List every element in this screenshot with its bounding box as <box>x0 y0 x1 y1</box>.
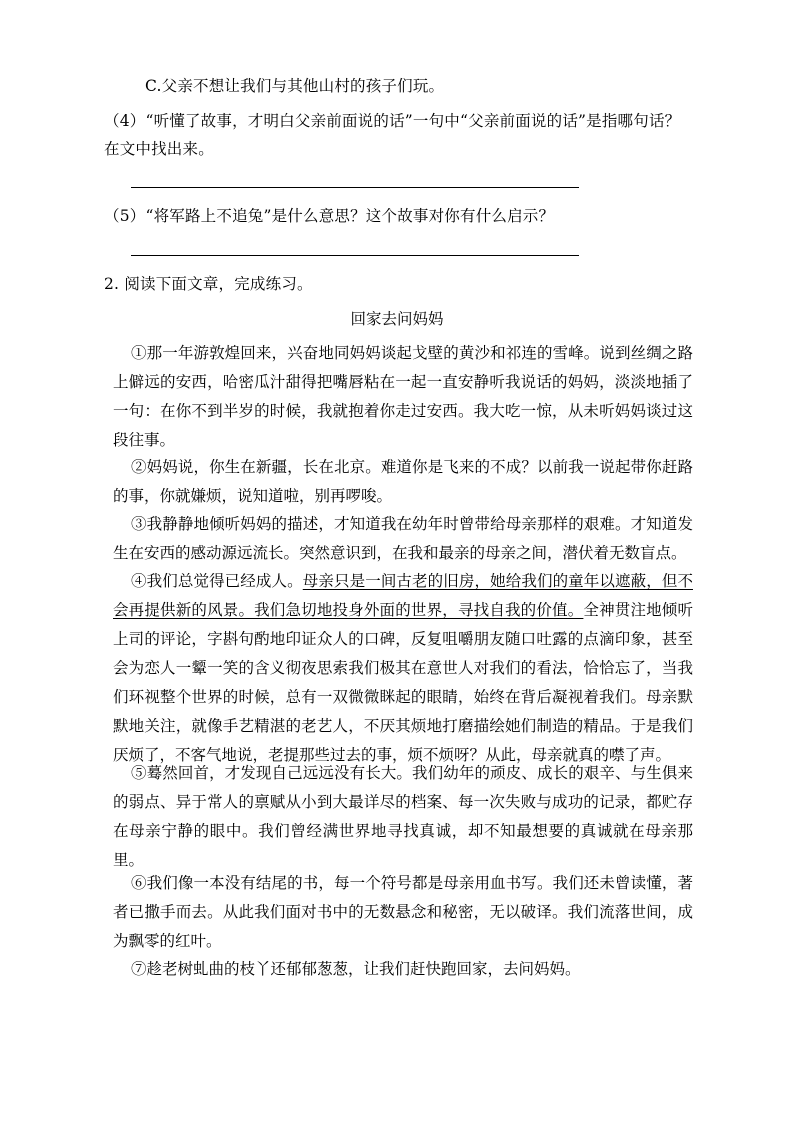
question-4-line-2: 在文中找出来。 <box>104 140 214 158</box>
paragraph-1 <box>113 339 693 455</box>
paragraph-3 <box>113 510 693 568</box>
paragraph-5-text: ⑤蓦然回首，才发现自己远远没有长大。我们幼年的顽皮、成长的艰辛、与生俱来的弱点、异于常人的禀赋从小到大最详尽的档案、每一次失败与成功的记录，都贮存在母亲宁静的眼中。我们曾经满世界地寻找真诚，却不知最想要的真诚就在母亲那里。 <box>113 764 693 869</box>
question-4-line-1: （4）“听懂了故事，才明白父亲前面说的话”一句中“父亲前面说的话”是指哪句话？ <box>104 112 681 130</box>
option-c: C.父亲不想让我们与其他山村的孩子们玩。 <box>145 77 445 95</box>
paragraph-2-text: ②妈妈说，你生在新疆，长在北京。难道你是飞来的不成？以前我一说起带你赶路的事，你就嫌烦，说知道啦，别再啰唆。 <box>113 458 693 505</box>
paragraph-4-underlined-sentence: 母亲只是一间古老的旧房，她给我们的童年以遮蔽，但不会再提供新的风景。我们急切地投身外面的世界，寻找自我的价值。 <box>113 572 693 619</box>
paragraph-2 <box>113 453 693 511</box>
paragraph-7 <box>113 955 693 984</box>
paragraph-7-text: ⑦趁老树虬曲的枝丫还郁郁葱葱，让我们赶快跑回家，去问妈妈。 <box>131 960 581 978</box>
paragraph-1-text: ①那一年游敦煌回来，兴奋地同妈妈谈起戈壁的黄沙和祁连的雪峰。说到丝绸之路上僻远的安西，哈密瓜汁甜得把嘴唇粘在一起一直安静听我说话的妈妈，淡淡地插了一句：在你不到半岁的时候，我就抱着你走过安西。我大吃一惊，从未听妈妈谈过这段往事。 <box>113 344 693 449</box>
paragraph-4 <box>113 567 693 770</box>
answer-line-q5[interactable] <box>131 255 579 256</box>
section-2-heading: 2. 阅读下面文章，完成练习。 <box>104 275 313 293</box>
paragraph-4-rest: 全神贯注地倾听上司的评论，字斟句酌地印证众人的口碑，反复咀嚼朋友随口吐露的点滴印象，甚至会为恋人一颦一笑的含义彻夜思索我们极其在意世人对我们的看法，恰恰忘了，当我们环视整个世界的时候，总有一双微微眯起的眼睛，始终在背后凝视着我们。母亲默默地关注，就像手艺精湛的老艺人，不厌其烦地打磨描绘她们制造的精品。于是我们厌烦了，不客气地说，老提那些过去的事，烦不烦呀？从此，母亲就真的噤了声。 <box>113 601 693 764</box>
question-5: （5）“将军路上不追兔”是什么意思？这个故事对你有什么启示？ <box>104 207 555 225</box>
article-title: 回家去问妈妈 <box>350 310 444 328</box>
paragraph-4-intro: ④我们总觉得已经成人。 <box>131 572 303 590</box>
paragraph-5 <box>113 759 693 875</box>
paragraph-6-text: ⑥我们像一本没有结尾的书，每一个符号都是母亲用血书写。我们还未曾读懂，著者已撒手而去。从此我们面对书中的无数悬念和秘密，无以破译。我们流落世间，成为飘零的红叶。 <box>113 874 693 950</box>
answer-line-q4[interactable] <box>131 187 579 188</box>
paragraph-3-text: ③我静静地倾听妈妈的描述，才知道我在幼年时曾带给母亲那样的艰难。才知道发生在安西的感动源远流长。突然意识到，在我和最亲的母亲之间，潜伏着无数盲点。 <box>113 515 693 562</box>
paragraph-6 <box>113 869 693 956</box>
